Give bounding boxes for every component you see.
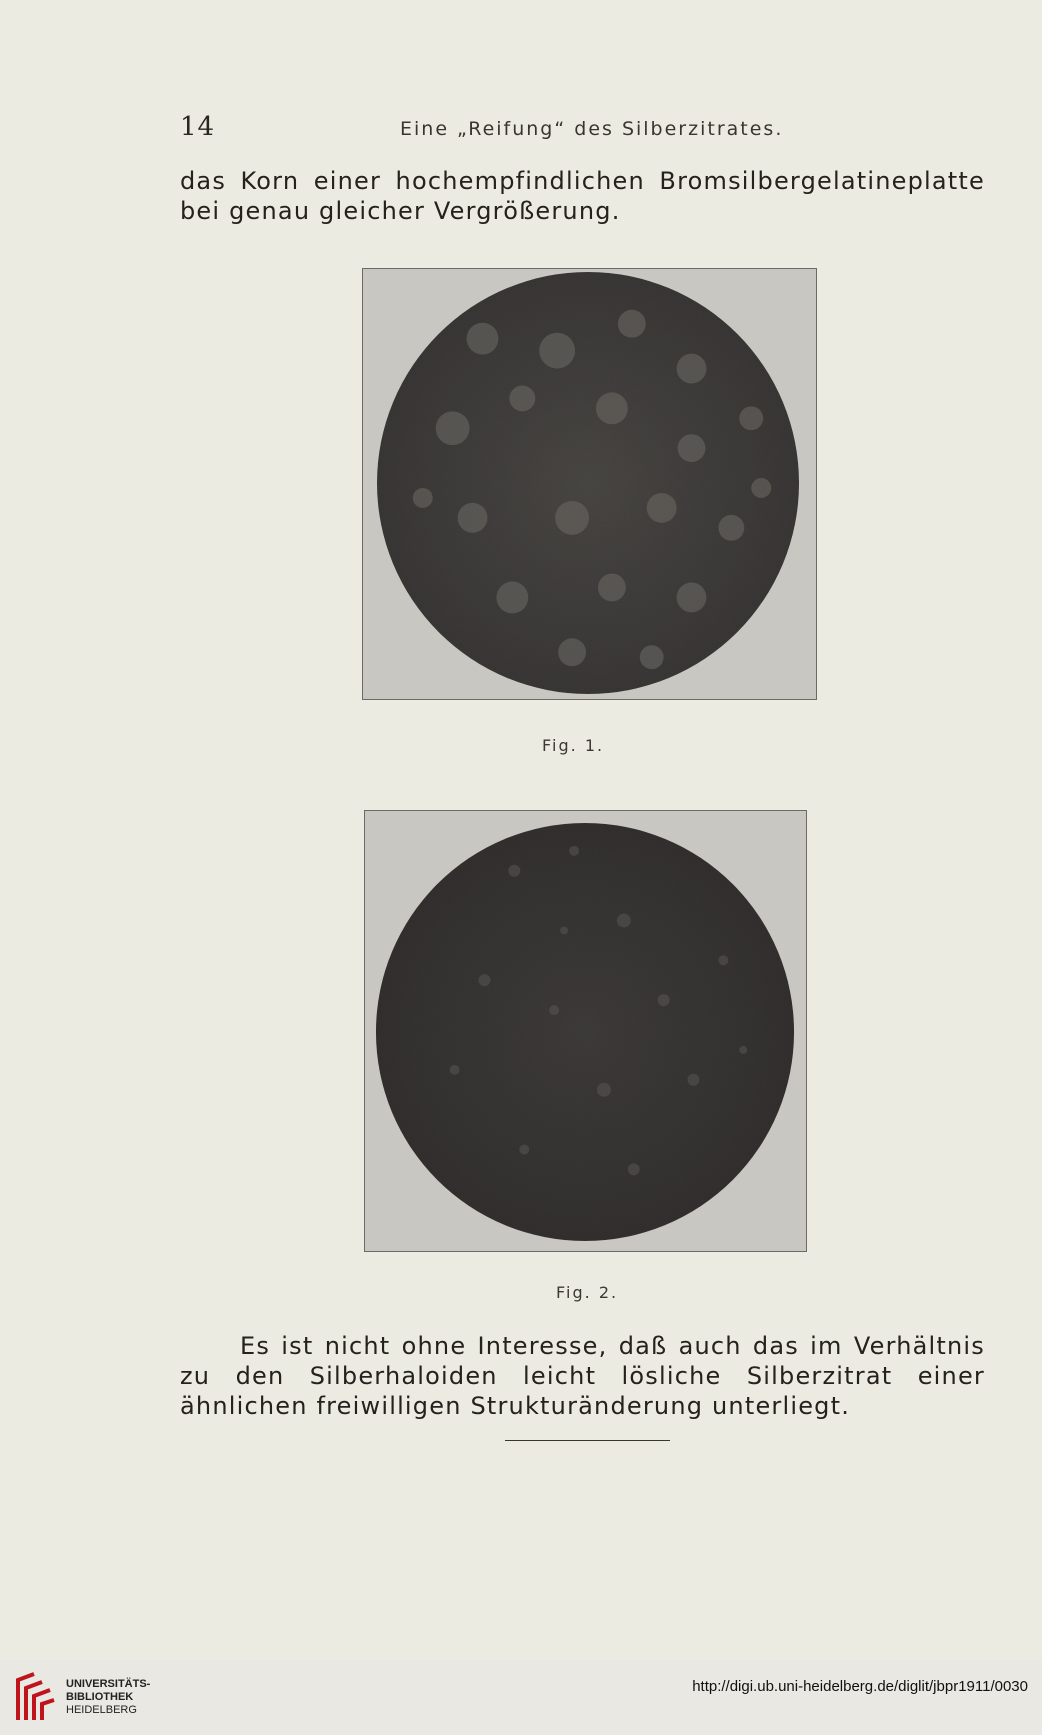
university-library-logo-icon[interactable] [12, 1670, 58, 1726]
microscope-field [377, 272, 799, 694]
end-rule [505, 1440, 670, 1441]
library-name-line-1: UNIVERSITÄTS- [66, 1678, 151, 1690]
running-title: Eine „Reifung“ des Silberzitrates. [400, 118, 784, 140]
library-name [66, 1678, 150, 1717]
paragraph-1: das Korn einer hochempfindlichen Bromsilbergelatineplatte bei genau gleicher Vergrößerung. [180, 167, 985, 225]
figure-2-micrograph [364, 810, 807, 1252]
page-number: 14 [180, 112, 216, 142]
library-name-line-2: BIBLIOTHEK [66, 1691, 134, 1703]
microscope-field [376, 823, 794, 1241]
digitization-footer [0, 1660, 1042, 1735]
figure-1-micrograph [362, 268, 817, 700]
permalink-url[interactable]: http://digi.ub.uni-heidelberg.de/diglit/jbpr1911/0030 [692, 1678, 1028, 1695]
figure-1-caption: Fig. 1. [542, 736, 605, 755]
library-name-line-3: HEIDELBERG [66, 1704, 137, 1716]
page-header [180, 112, 980, 142]
figure-2-caption: Fig. 2. [556, 1283, 619, 1302]
paragraph-2: Es ist nicht ohne Interesse, daß auch das im Verhältnis zu den Silberhaloiden leicht lösliche Silberzitrat einer ähnlichen freiwilligen Strukturänderung unterliegt. [180, 1332, 985, 1420]
figure-1-image [363, 269, 816, 699]
figure-2-image [365, 811, 806, 1251]
